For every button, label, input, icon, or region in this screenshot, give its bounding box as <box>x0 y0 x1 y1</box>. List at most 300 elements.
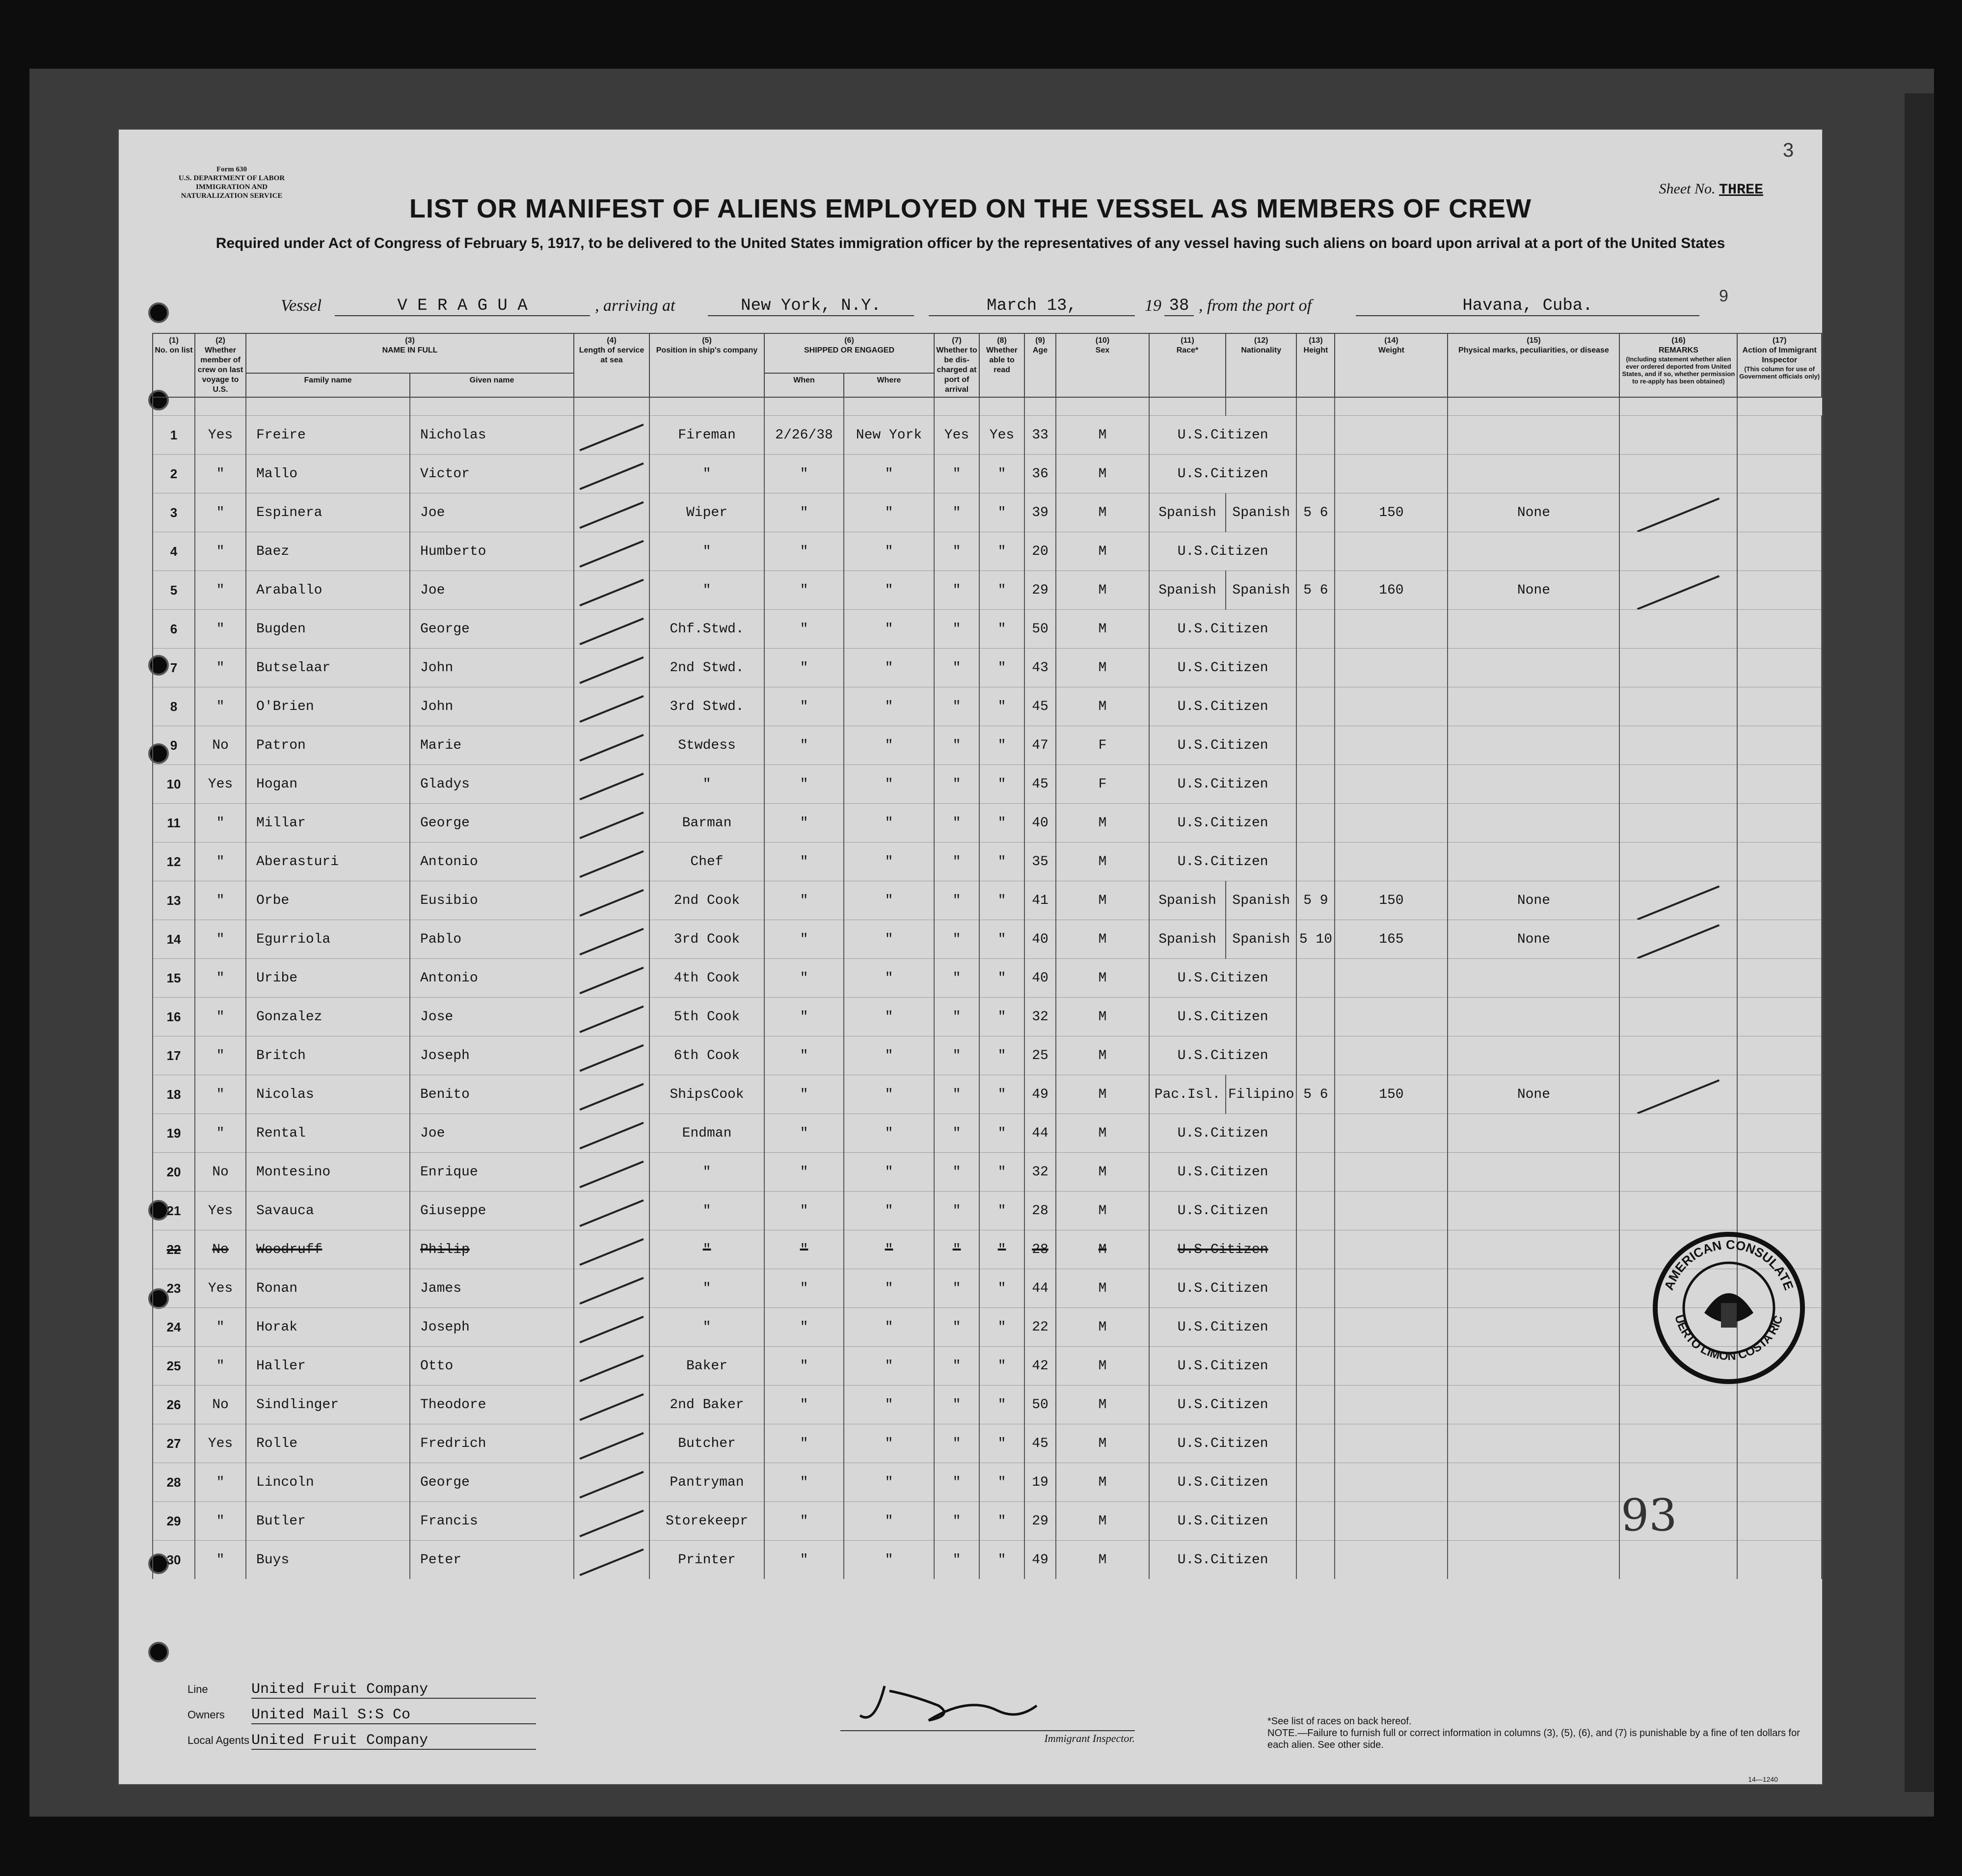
check-mark <box>579 927 644 955</box>
check-mark <box>579 1160 644 1188</box>
discharged: " <box>934 687 979 726</box>
age: 39 <box>1024 493 1056 532</box>
inspector-action <box>1737 687 1822 726</box>
position: " <box>649 1192 764 1230</box>
owners-value: United Mail S:S Co <box>251 1707 536 1724</box>
nationality: Spanish <box>1226 920 1296 959</box>
row-number: 18 <box>153 1075 195 1114</box>
sex: M <box>1056 1308 1149 1347</box>
physical-marks <box>1448 1114 1619 1153</box>
table-row <box>153 571 1822 610</box>
table-row <box>153 998 1822 1036</box>
shipped-when: " <box>764 1541 844 1579</box>
age: 47 <box>1024 726 1056 765</box>
able-to-read: " <box>979 804 1024 843</box>
family-name: Uribe <box>246 959 410 998</box>
last-voyage: " <box>195 687 246 726</box>
sex: M <box>1056 649 1149 687</box>
inspector-action <box>1737 843 1822 881</box>
check-mark <box>579 734 644 761</box>
able-to-read: " <box>979 1114 1024 1153</box>
vessel-label: Vessel <box>281 297 322 315</box>
height: 5 6 <box>1296 1075 1335 1114</box>
remarks-mark <box>1619 998 1737 1036</box>
family-name: Britch <box>246 1036 410 1075</box>
service-length-mark <box>574 804 649 843</box>
discharged: " <box>934 959 979 998</box>
discharged: " <box>934 571 979 610</box>
given-name: George <box>410 804 574 843</box>
check-mark <box>579 1432 644 1459</box>
height <box>1296 649 1335 687</box>
remarks-mark <box>1619 1153 1737 1192</box>
service-length-mark <box>574 532 649 571</box>
weight <box>1335 1036 1448 1075</box>
table-row <box>153 687 1822 726</box>
weight <box>1335 959 1448 998</box>
binder-hole <box>148 302 169 323</box>
position: " <box>649 532 764 571</box>
sex: M <box>1056 1192 1149 1230</box>
table-row <box>153 881 1822 920</box>
shipped-where: " <box>844 1153 934 1192</box>
col-race-header: (11) Race* <box>1149 333 1226 397</box>
physical-marks <box>1448 1463 1619 1502</box>
physical-marks <box>1448 959 1619 998</box>
weight <box>1335 1114 1448 1153</box>
age: 25 <box>1024 1036 1056 1075</box>
form-number: Form 630 <box>216 165 247 173</box>
race-nationality: U.S.Citizen <box>1149 959 1296 998</box>
shipped-where: " <box>844 532 934 571</box>
service-length-mark <box>574 1386 649 1424</box>
last-voyage: " <box>195 1114 246 1153</box>
shipped-where: " <box>844 843 934 881</box>
sex: M <box>1056 1075 1149 1114</box>
given-name: Jose <box>410 998 574 1036</box>
race-nationality: U.S.Citizen <box>1149 649 1296 687</box>
col-discharged-header: (7) Whether to be dis-charged at port of arrival <box>934 333 979 397</box>
position: 2nd Stwd. <box>649 649 764 687</box>
height <box>1296 1269 1335 1308</box>
sex: M <box>1056 804 1149 843</box>
service-length-mark <box>574 765 649 804</box>
discharged: " <box>934 1230 979 1269</box>
service-length-mark <box>574 687 649 726</box>
race: Spanish <box>1149 881 1226 920</box>
shipped-where: " <box>844 1502 934 1541</box>
given-name: Enrique <box>410 1153 574 1192</box>
shipped-when: " <box>764 610 844 649</box>
given-name: Pablo <box>410 920 574 959</box>
discharged: " <box>934 1114 979 1153</box>
last-voyage: " <box>195 493 246 532</box>
height <box>1296 1230 1335 1269</box>
race-nationality: U.S.Citizen <box>1149 1230 1296 1269</box>
inspector-action <box>1737 610 1822 649</box>
shipped-when: " <box>764 804 844 843</box>
sex: M <box>1056 571 1149 610</box>
table-row <box>153 1347 1822 1386</box>
weight <box>1335 765 1448 804</box>
service-length-mark <box>574 1153 649 1192</box>
weight <box>1335 610 1448 649</box>
race-nationality: U.S.Citizen <box>1149 687 1296 726</box>
able-to-read: " <box>979 1036 1024 1075</box>
given-name: Philip <box>410 1230 574 1269</box>
shipped-when: " <box>764 571 844 610</box>
weight: 150 <box>1335 493 1448 532</box>
row-number: 15 <box>153 959 195 998</box>
weight <box>1335 1386 1448 1424</box>
vessel-name: V E R A G U A <box>335 297 590 316</box>
age: 40 <box>1024 959 1056 998</box>
remarks-mark <box>1619 843 1737 881</box>
remarks-mark <box>1619 687 1737 726</box>
service-length-mark <box>574 1541 649 1579</box>
discharged: " <box>934 804 979 843</box>
height: 5 10 <box>1296 920 1335 959</box>
height <box>1296 1386 1335 1424</box>
family-name: Baez <box>246 532 410 571</box>
table-row <box>153 804 1822 843</box>
table-row <box>153 493 1822 532</box>
sex: F <box>1056 726 1149 765</box>
able-to-read: " <box>979 687 1024 726</box>
row-number: 23 <box>153 1269 195 1308</box>
family-name: Mallo <box>246 455 410 493</box>
race-nationality: U.S.Citizen <box>1149 1192 1296 1230</box>
family-name: Aberasturi <box>246 843 410 881</box>
line-row: Line United Fruit Company <box>188 1681 536 1707</box>
shipped-when: " <box>764 1502 844 1541</box>
physical-marks: None <box>1448 1075 1619 1114</box>
physical-marks: None <box>1448 571 1619 610</box>
discharged: " <box>934 1386 979 1424</box>
able-to-read: " <box>979 610 1024 649</box>
last-voyage: No <box>195 1153 246 1192</box>
remarks-mark <box>1619 571 1737 610</box>
remarks-mark <box>1619 455 1737 493</box>
race-nationality: U.S.Citizen <box>1149 1153 1296 1192</box>
weight: 150 <box>1335 1075 1448 1114</box>
remarks-mark <box>1619 1192 1737 1230</box>
row-number: 17 <box>153 1036 195 1075</box>
last-voyage: " <box>195 959 246 998</box>
remarks-mark <box>1619 765 1737 804</box>
shipped-where: " <box>844 493 934 532</box>
physical-marks <box>1448 1269 1619 1308</box>
family-name: Araballo <box>246 571 410 610</box>
check-mark <box>579 1199 644 1226</box>
age: 19 <box>1024 1463 1056 1502</box>
race-nationality: U.S.Citizen <box>1149 532 1296 571</box>
table-row <box>153 843 1822 881</box>
weight <box>1335 416 1448 455</box>
height <box>1296 1424 1335 1463</box>
shipped-where: " <box>844 765 934 804</box>
service-length-mark <box>574 1347 649 1386</box>
able-to-read: " <box>979 455 1024 493</box>
sex: M <box>1056 998 1149 1036</box>
service-length-mark <box>574 610 649 649</box>
penalty-note: NOTE.—Failure to furnish full or correct information in columns (3), (5), (6), and (7) is punishable by a fine of ten dollars for each alien. See other side. <box>1267 1728 1800 1750</box>
last-voyage: No <box>195 726 246 765</box>
shipped-where: " <box>844 649 934 687</box>
last-voyage: " <box>195 1502 246 1541</box>
sex: M <box>1056 843 1149 881</box>
inspector-action <box>1737 1424 1822 1463</box>
inspector-action <box>1737 804 1822 843</box>
last-voyage: " <box>195 1036 246 1075</box>
height: 5 6 <box>1296 493 1335 532</box>
col-inspector-action-header: (17) Action of Immigrant Inspector (This column for use of Government officials only) <box>1737 333 1822 397</box>
weight <box>1335 532 1448 571</box>
position: Stwdess <box>649 726 764 765</box>
inspector-action <box>1737 959 1822 998</box>
row-number: 29 <box>153 1502 195 1541</box>
shipped-where: " <box>844 1308 934 1347</box>
position: " <box>649 1230 764 1269</box>
family-name: Hogan <box>246 765 410 804</box>
race-nationality: U.S.Citizen <box>1149 1541 1296 1579</box>
table-row <box>153 1230 1822 1269</box>
able-to-read: " <box>979 1347 1024 1386</box>
position: 5th Cook <box>649 998 764 1036</box>
position: " <box>649 1153 764 1192</box>
weight <box>1335 455 1448 493</box>
position: Fireman <box>649 416 764 455</box>
sex: M <box>1056 1230 1149 1269</box>
physical-marks <box>1448 532 1619 571</box>
table-row <box>153 765 1822 804</box>
year-prefix: 19 <box>1145 297 1161 315</box>
header-row <box>153 333 1822 373</box>
able-to-read: " <box>979 1269 1024 1308</box>
crew-manifest-table <box>152 333 1822 1579</box>
weight <box>1335 843 1448 881</box>
position: ShipsCook <box>649 1075 764 1114</box>
position: Chf.Stwd. <box>649 610 764 649</box>
height <box>1296 1541 1335 1579</box>
last-voyage: " <box>195 920 246 959</box>
height <box>1296 1192 1335 1230</box>
shipped-when: " <box>764 726 844 765</box>
check-mark <box>579 1470 644 1498</box>
table-row <box>153 1541 1822 1579</box>
departure-port: Havana, Cuba. <box>1356 297 1699 316</box>
height <box>1296 1502 1335 1541</box>
row-number: 5 <box>153 571 195 610</box>
weight <box>1335 804 1448 843</box>
inspector-signature <box>840 1676 1135 1745</box>
shipped-when: " <box>764 687 844 726</box>
shipped-where: " <box>844 1269 934 1308</box>
given-name: Gladys <box>410 765 574 804</box>
arrival-port: New York, N.Y. <box>708 297 914 316</box>
agents-value: United Fruit Company <box>251 1732 536 1750</box>
position: Wiper <box>649 493 764 532</box>
shipped-when: " <box>764 1269 844 1308</box>
age: 32 <box>1024 998 1056 1036</box>
physical-marks <box>1448 687 1619 726</box>
shipped-when: " <box>764 881 844 920</box>
family-name: Lincoln <box>246 1463 410 1502</box>
col-read-header: (8) Whether able to read <box>979 333 1024 397</box>
inspector-action <box>1737 1541 1822 1579</box>
sex: M <box>1056 493 1149 532</box>
race: Spanish <box>1149 571 1226 610</box>
race: Spanish <box>1149 493 1226 532</box>
service-name: IMMIGRATION AND NATURALIZATION SERVICE <box>181 183 283 200</box>
race-nationality: U.S.Citizen <box>1149 1308 1296 1347</box>
weight: 165 <box>1335 920 1448 959</box>
given-name: Fredrich <box>410 1424 574 1463</box>
col-given-name-header: Given name <box>410 373 574 397</box>
col-last-voyage-header: (2) Whether member of crew on last voyage to U.S. <box>195 333 246 397</box>
row-number: 10 <box>153 765 195 804</box>
given-name: Benito <box>410 1075 574 1114</box>
discharged: " <box>934 1347 979 1386</box>
physical-marks <box>1448 765 1619 804</box>
sex: M <box>1056 959 1149 998</box>
remarks-mark <box>1619 532 1737 571</box>
shipped-when: " <box>764 1192 844 1230</box>
sex: M <box>1056 1114 1149 1153</box>
shipped-when: " <box>764 1153 844 1192</box>
remarks-mark <box>1619 881 1737 920</box>
given-name: George <box>410 1463 574 1502</box>
check-mark <box>579 1509 644 1537</box>
inspector-action <box>1737 881 1822 920</box>
discharged: " <box>934 649 979 687</box>
service-length-mark <box>574 1424 649 1463</box>
table-row <box>153 1269 1822 1308</box>
weight <box>1335 1541 1448 1579</box>
race-nationality: U.S.Citizen <box>1149 1347 1296 1386</box>
shipped-when: " <box>764 1463 844 1502</box>
table-row <box>153 610 1822 649</box>
able-to-read: " <box>979 532 1024 571</box>
inspector-action <box>1737 1192 1822 1230</box>
race-nationality: U.S.Citizen <box>1149 1386 1296 1424</box>
age: 50 <box>1024 1386 1056 1424</box>
age: 29 <box>1024 571 1056 610</box>
sex: M <box>1056 1269 1149 1308</box>
check-mark <box>579 966 644 994</box>
service-length-mark <box>574 493 649 532</box>
service-length-mark <box>574 843 649 881</box>
given-name: Antonio <box>410 959 574 998</box>
discharged: " <box>934 455 979 493</box>
age: 36 <box>1024 455 1056 493</box>
shipped-when: " <box>764 1114 844 1153</box>
position: " <box>649 1308 764 1347</box>
able-to-read: " <box>979 1386 1024 1424</box>
age: 22 <box>1024 1308 1056 1347</box>
given-name: Humberto <box>410 532 574 571</box>
last-voyage: " <box>195 649 246 687</box>
discharged: " <box>934 1502 979 1541</box>
check-mark <box>579 695 644 722</box>
shipped-where: New York <box>844 416 934 455</box>
row-number: 24 <box>153 1308 195 1347</box>
age: 42 <box>1024 1347 1056 1386</box>
col-where-header: Where <box>844 373 934 397</box>
check-mark <box>1637 575 1720 610</box>
shipped-where: " <box>844 881 934 920</box>
last-voyage: " <box>195 1463 246 1502</box>
family-name: Orbe <box>246 881 410 920</box>
remarks-mark <box>1619 1075 1737 1114</box>
able-to-read: " <box>979 843 1024 881</box>
service-length-mark <box>574 726 649 765</box>
inspector-action <box>1737 455 1822 493</box>
age: 35 <box>1024 843 1056 881</box>
given-name: Francis <box>410 1502 574 1541</box>
weight <box>1335 726 1448 765</box>
signature-scrawl <box>840 1676 1135 1730</box>
shipped-when: " <box>764 765 844 804</box>
able-to-read: " <box>979 1463 1024 1502</box>
given-name: Peter <box>410 1541 574 1579</box>
weight: 150 <box>1335 881 1448 920</box>
height <box>1296 959 1335 998</box>
check-mark <box>579 617 644 645</box>
given-name: Victor <box>410 455 574 493</box>
table-row <box>153 1502 1822 1541</box>
table-row <box>153 1308 1822 1347</box>
physical-marks <box>1448 1386 1619 1424</box>
given-name: Giuseppe <box>410 1192 574 1230</box>
physical-marks <box>1448 649 1619 687</box>
position: 2nd Baker <box>649 1386 764 1424</box>
able-to-read: " <box>979 1424 1024 1463</box>
weight <box>1335 687 1448 726</box>
inspector-action <box>1737 649 1822 687</box>
position: Chef <box>649 843 764 881</box>
col-remarks-header: (16) REMARKS (Including statement whether alien ever ordered deported from United States, and if so, whether permission to re-apply has been obtained) <box>1619 333 1737 397</box>
family-name: Woodruff <box>246 1230 410 1269</box>
col-service-length-header: (4) Length of service at sea <box>574 333 649 397</box>
inspector-action <box>1737 1386 1822 1424</box>
able-to-read: " <box>979 1541 1024 1579</box>
remarks-mark <box>1619 959 1737 998</box>
discharged: " <box>934 1269 979 1308</box>
sex: F <box>1056 765 1149 804</box>
table-row <box>153 1153 1822 1192</box>
age: 40 <box>1024 920 1056 959</box>
inspector-action <box>1737 998 1822 1036</box>
discharged: " <box>934 726 979 765</box>
last-voyage: " <box>195 455 246 493</box>
row-number: 12 <box>153 843 195 881</box>
check-mark <box>579 1238 644 1265</box>
physical-marks <box>1448 1347 1619 1386</box>
check-mark <box>1637 924 1720 959</box>
race: Spanish <box>1149 920 1226 959</box>
shipped-when: " <box>764 1036 844 1075</box>
table-row <box>153 726 1822 765</box>
shipped-where: " <box>844 1347 934 1386</box>
physical-marks <box>1448 416 1619 455</box>
weight <box>1335 998 1448 1036</box>
sex: M <box>1056 455 1149 493</box>
discharged: " <box>934 881 979 920</box>
discharged: " <box>934 1308 979 1347</box>
height <box>1296 1114 1335 1153</box>
given-name: John <box>410 687 574 726</box>
